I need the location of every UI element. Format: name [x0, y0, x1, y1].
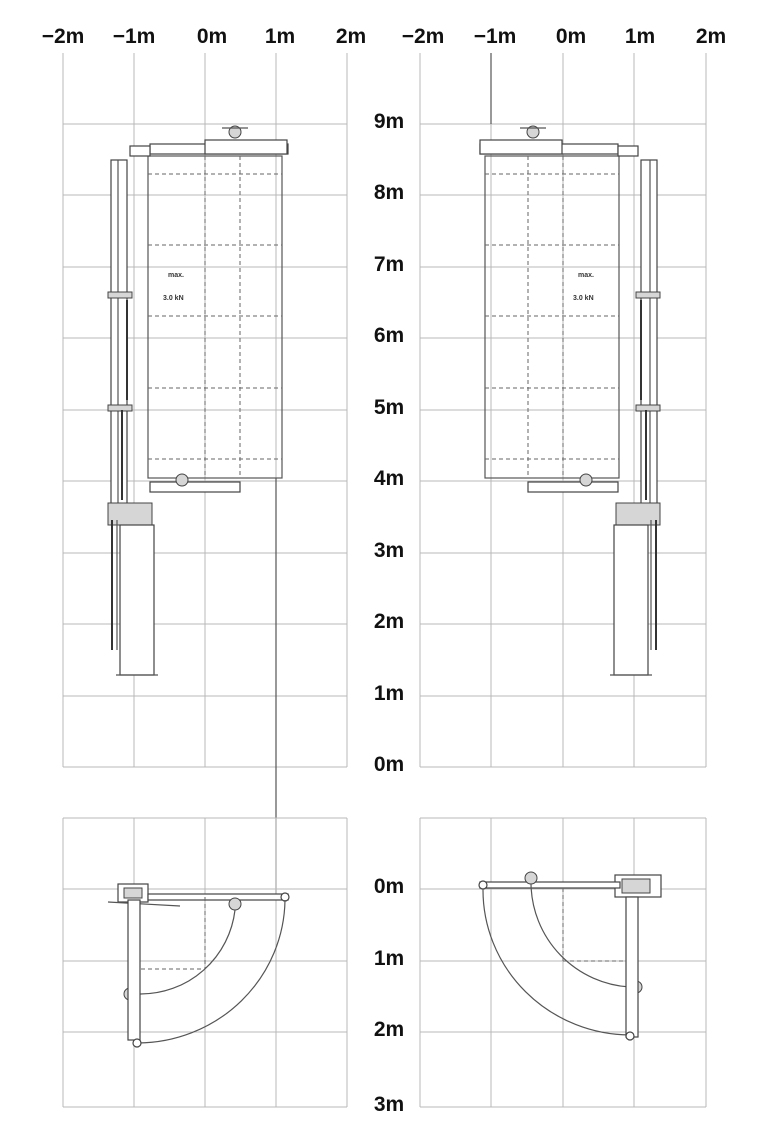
- right-plan-drawing: [479, 872, 661, 1040]
- plan-grid-right: [420, 818, 706, 1107]
- x-axis-labels-left: [42, 25, 366, 48]
- basket-text-right-1: max.: [578, 272, 594, 279]
- x-label-left-0: 0m: [196, 25, 228, 48]
- base-column-left: [120, 525, 154, 675]
- base-column-right: [614, 525, 648, 675]
- plan-label-1m: 1m: [373, 947, 405, 970]
- height-label-6m: 6m: [373, 324, 405, 347]
- height-label-0m: 0m: [373, 753, 405, 776]
- plan-pulley-icon-left-a: [229, 898, 241, 910]
- basket-frame-right: [485, 156, 619, 478]
- height-label-3m: 3m: [373, 539, 405, 562]
- plan-label-3m: 3m: [373, 1093, 405, 1116]
- plan-pulley-icon-right-a: [525, 872, 537, 884]
- height-label-7m: 7m: [373, 253, 405, 276]
- plan-arm-right: [480, 882, 620, 888]
- plan-label-2m: 2m: [373, 1018, 405, 1041]
- bottom-pulley-icon-right: [580, 474, 592, 486]
- height-label-5m: 5m: [373, 396, 405, 419]
- x-label-right-minus1: −1m: [473, 25, 517, 48]
- mast-right: [641, 160, 657, 505]
- x-label-left-2: 2m: [335, 25, 367, 48]
- x-label-right-1: 1m: [624, 25, 656, 48]
- basket-text-left-1: max.: [168, 272, 184, 279]
- height-label-8m: 8m: [373, 181, 405, 204]
- x-label-right-0: 0m: [555, 25, 587, 48]
- basket-text-left-2: 3.0 kN: [163, 295, 184, 302]
- plan-axis-labels: [374, 875, 404, 1116]
- x-label-right-2: 2m: [695, 25, 727, 48]
- left-elevation-drawing: [108, 126, 288, 895]
- height-label-9m: 9m: [373, 110, 405, 133]
- basket-text-right-2: 3.0 kN: [573, 295, 594, 302]
- height-label-1m: 1m: [373, 682, 405, 705]
- x-label-left-minus1: −1m: [112, 25, 156, 48]
- height-label-2m: 2m: [373, 610, 405, 633]
- plan-label-0m: 0m: [373, 875, 405, 898]
- plan-arm-left: [148, 894, 288, 900]
- x-label-left-minus2: −2m: [41, 25, 85, 48]
- mast-left: [111, 160, 127, 505]
- left-plan-drawing: [108, 884, 289, 1047]
- bottom-pulley-icon-left: [176, 474, 188, 486]
- basket-frame-left: [148, 156, 282, 478]
- right-elevation-drawing: [480, 53, 660, 675]
- x-label-left-1: 1m: [264, 25, 296, 48]
- elevation-axis-labels: [374, 110, 404, 776]
- height-label-4m: 4m: [373, 467, 405, 490]
- x-axis-labels-right: [402, 25, 726, 48]
- x-label-right-minus2: −2m: [401, 25, 445, 48]
